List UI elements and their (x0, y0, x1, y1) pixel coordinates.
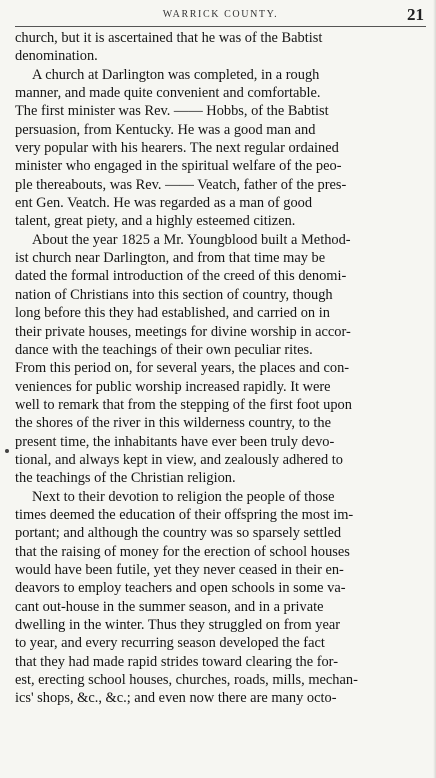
text-line: persuasion, from Kentucky. He was a good man and (15, 121, 316, 138)
text-line: dwelling in the winter. Thus they struggled on from year (15, 617, 341, 633)
text-line: to year, and every recurring season developed the fact (15, 635, 325, 652)
text-line: Next to their devotion to religion the people of those (32, 488, 335, 505)
paragraph-darlington-church (15, 66, 426, 231)
text-line: tional, and always kept in view, and zealously adhered to (15, 451, 343, 468)
text-line: times deemed the education of their offspring the most im- (15, 506, 354, 523)
text-line: est, erecting school houses, churches, roads, mills, mechan- (15, 672, 358, 689)
text-line: cant out-house in the summer season, and in a private (15, 598, 324, 615)
text-line: portant; and although the country was so sparsely settled (15, 525, 342, 542)
paragraph-education (15, 488, 426, 708)
text-line: dated the formal introduction of the creed of this denomi- (15, 268, 347, 285)
running-head (15, 4, 426, 27)
text-line: manner, and made quite convenient and comfortable. (15, 85, 321, 102)
text-line: church, but it is ascertained that he was of the Babtist (15, 30, 323, 46)
text-line: well to remark that from the stepping of the first foot upon (15, 396, 352, 413)
text-line: deavors to employ teachers and open schools in some va- (15, 580, 346, 597)
text-line: ple thereabouts, was Rev. —— Veatch, father of the pres- (15, 176, 347, 193)
running-head-title: WARRICK COUNTY. (162, 9, 279, 20)
text-line: that the raising of money for the erection of school houses (15, 543, 350, 560)
text-line: that they had made rapid strides toward clearing the for- (15, 653, 338, 670)
paragraph-methodist-church (15, 231, 426, 488)
text-line: nation of Christians into this section of country, though (15, 286, 333, 303)
text-line: veniences for public worship increased rapidly. It were (15, 378, 331, 395)
margin-ink-mark (5, 449, 9, 453)
text-line: ics' shops, &c., &c.; and even now there are many octo- (15, 690, 337, 707)
text-line: ist church near Darlington, and from that time may be (15, 250, 326, 267)
text-line: About the year 1825 a Mr. Youngblood built a Method- (32, 231, 351, 248)
text-line: From this period on, for several years, the places and con- (15, 360, 350, 377)
text-line: dance with the teachings of their own peculiar rites. (15, 341, 313, 358)
text-line: talent, great piety, and a highly esteemed citizen. (15, 213, 296, 230)
text-line: their private houses, meetings for divine worship in accor- (15, 323, 351, 340)
paragraph-church-babtist (15, 29, 426, 66)
text-line: A church at Darlington was completed, in a rough (32, 66, 320, 83)
page-number: 21 (407, 5, 424, 24)
text-line: denomination. (15, 48, 98, 65)
text-line: long before this they had established, and carried on in (15, 305, 330, 322)
body-text (15, 29, 426, 708)
text-line: would have been futile, yet they never ceased in their en- (15, 561, 344, 578)
text-line: present time, the inhabitants have ever been truly devo- (15, 433, 335, 450)
text-line: the shores of the river in this wilderness country, to the (15, 415, 331, 432)
text-line: the teachings of the Christian religion. (15, 470, 236, 487)
text-line: ent Gen. Veatch. He was regarded as a man of good (15, 195, 313, 212)
text-line: minister who engaged in the spiritual welfare of the peo- (15, 158, 342, 175)
text-line: very popular with his hearers. The next regular ordained (15, 140, 339, 157)
text-line: The first minister was Rev. —— Hobbs, of the Babtist (15, 103, 329, 120)
